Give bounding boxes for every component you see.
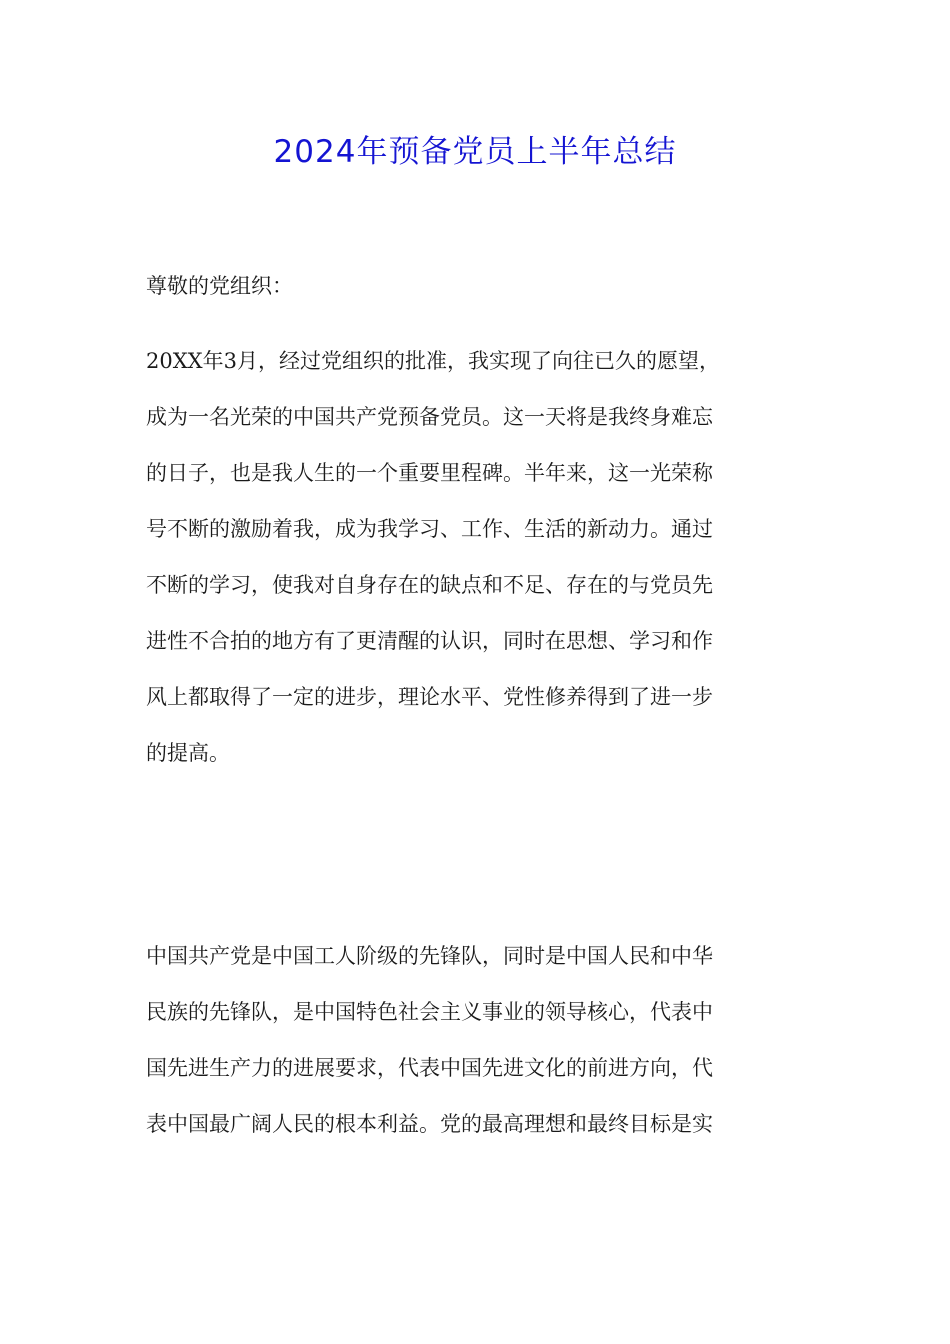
paragraph-line: 的提高。 xyxy=(146,741,230,765)
paragraph-line: 号不断的激励着我，成为我学习、工作、生活的新动力。通过 xyxy=(146,517,713,541)
paragraph-line: 风上都取得了一定的进步，理论水平、党性修养得到了进一步 xyxy=(146,685,713,709)
paragraph-1 xyxy=(146,333,806,781)
paragraph-line: 国先进生产力的进展要求，代表中国先进文化的前进方向，代 xyxy=(146,1056,713,1080)
paragraph-line: 表中国最广阔人民的根本利益。党的最高理想和最终目标是实 xyxy=(146,1112,713,1136)
paragraph-line: 不断的学习，使我对自身存在的缺点和不足、存在的与党员先 xyxy=(146,573,713,597)
salutation: 尊敬的党组织： xyxy=(146,274,293,298)
paragraph-line: 中国共产党是中国工人阶级的先锋队，同时是中国人民和中华 xyxy=(146,944,713,968)
paragraph-line: 的日子，也是我人生的一个重要里程碑。半年来，这一光荣称 xyxy=(146,461,713,485)
paragraph-line: 进性不合拍的地方有了更清醒的认识，同时在思想、学习和作 xyxy=(146,629,713,653)
document-title: 2024年预备党员上半年总结 xyxy=(273,134,677,170)
paragraph-line: 民族的先锋队，是中国特色社会主义事业的领导核心，代表中 xyxy=(146,1000,713,1024)
paragraph-line: 成为一名光荣的中国共产党预备党员。这一天将是我终身难忘 xyxy=(146,405,713,429)
paragraph-line: 20XX年3月，经过党组织的批准，我实现了向往已久的愿望， xyxy=(146,349,720,373)
paragraph-2 xyxy=(146,928,806,1152)
